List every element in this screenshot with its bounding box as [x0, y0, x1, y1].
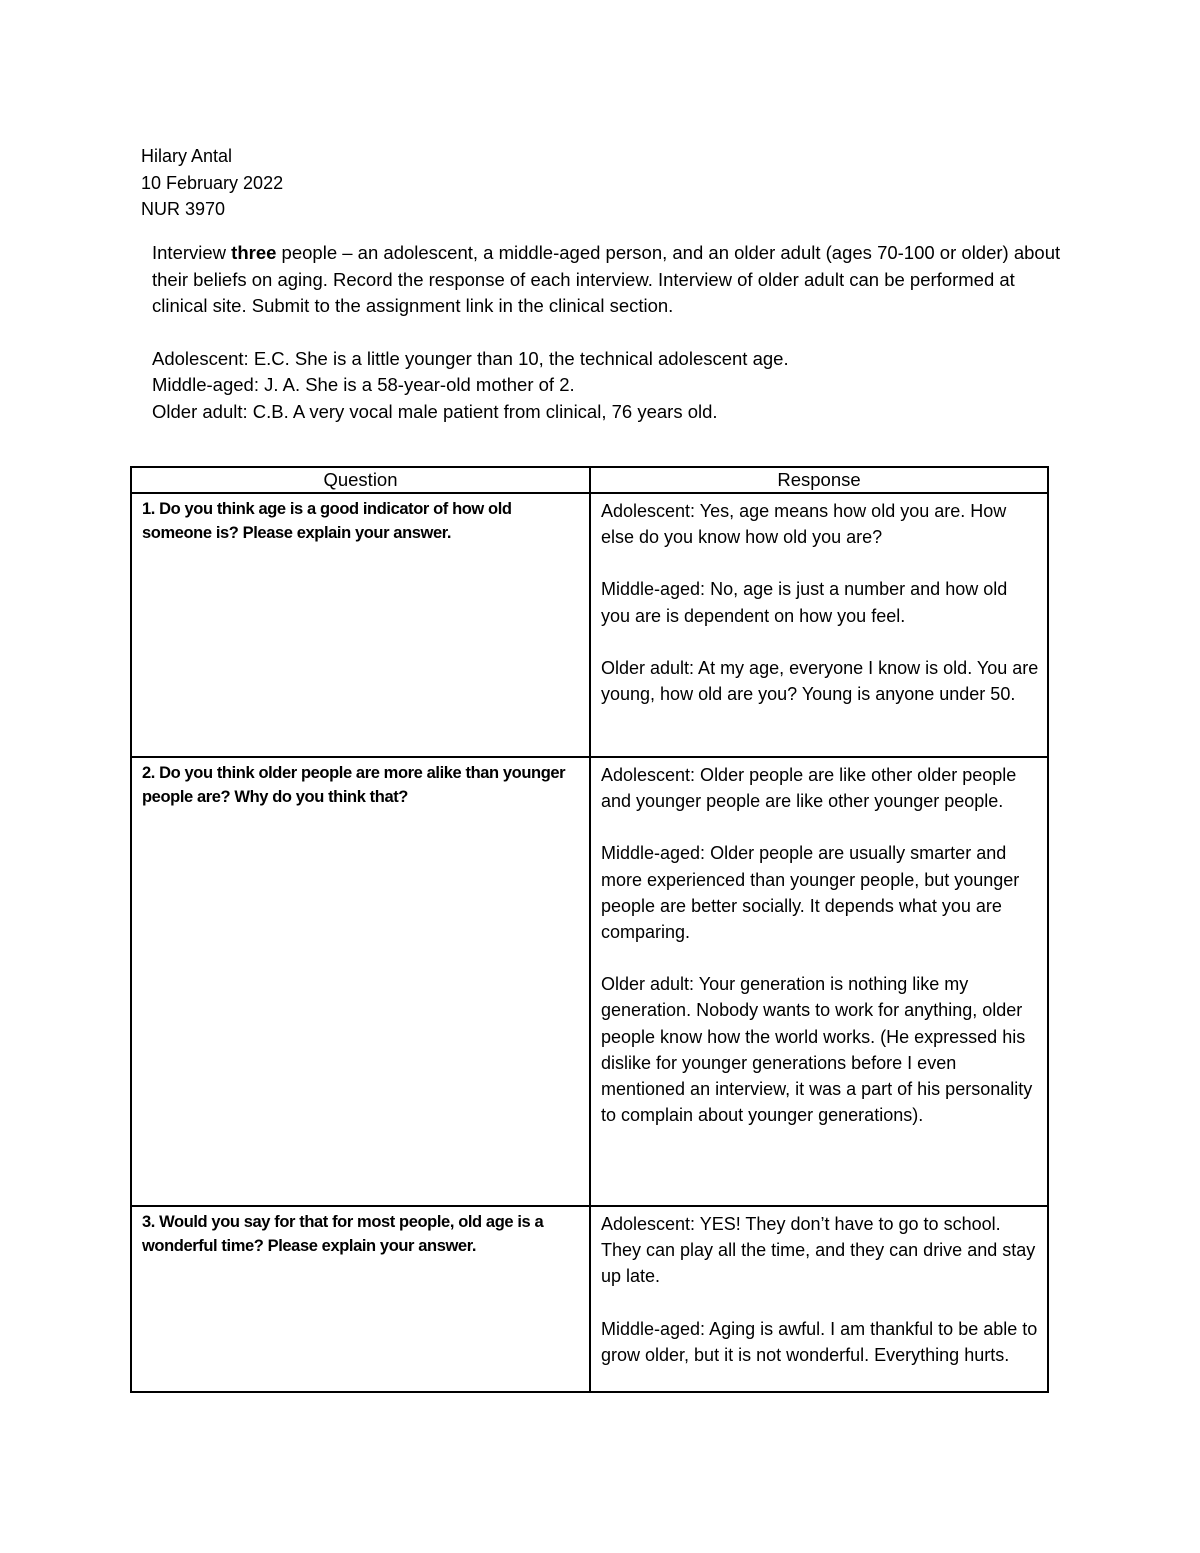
interview-table	[130, 466, 1049, 1393]
response-middle-aged: Middle-aged: Aging is awful. I am thankful to be able to grow older, but it is not wonderful. Everything hurts.	[601, 1318, 1038, 1365]
table-row	[131, 1206, 1048, 1392]
assignment-instructions	[152, 240, 1062, 425]
response-older-adult: Older adult: Your generation is nothing like my generation. Nobody wants to work for anything, older people know how the world works. (He expressed his dislike for younger generations before I even mentioned an interview, it was a part of his personality to complain about younger generations).	[601, 974, 1033, 1126]
subject-older-adult: Older adult: C.B. A very vocal male patient from clinical, 76 years old.	[152, 400, 718, 422]
paragraph-gap	[152, 320, 1062, 346]
table-row	[131, 757, 1048, 1206]
question-cell: 2. Do you think older people are more alike than younger people are? Why do you think that?	[131, 757, 590, 1206]
author-name: Hilary Antal	[141, 146, 233, 166]
response-middle-aged: Middle-aged: No, age is just a number and how old you are is dependent on how you feel.	[601, 579, 1008, 626]
response-cell	[590, 757, 1048, 1206]
response-cell	[590, 493, 1048, 757]
response-adolescent: Adolescent: Yes, age means how old you are. How else do you know how old you are?	[601, 501, 1007, 548]
question-cell: 3. Would you say for that for most people, old age is a wonderful time? Please explain your answer.	[131, 1206, 590, 1392]
instructions-text-start: Interview	[152, 242, 232, 263]
subject-middle-aged: Middle-aged: J. A. She is a 58-year-old mother of 2.	[152, 374, 575, 395]
column-header-question: Question	[131, 467, 590, 493]
table-row	[131, 493, 1048, 757]
column-header-response: Response	[590, 467, 1048, 493]
document-header	[141, 143, 283, 223]
table-header-row	[131, 467, 1048, 493]
question-cell: 1. Do you think age is a good indicator of how old someone is? Please explain your answer.	[131, 493, 590, 757]
course-code: NUR 3970	[141, 199, 226, 219]
instructions-text-end: people – an adolescent, a middle-aged person, and an older adult (ages 70-100 or older) about their beliefs on aging. Record the response of each interview. Interview of older adult can be performed at clinical site. Submit to the assignment link in the clinical section.	[152, 242, 1061, 316]
instructions-bold-word: three	[231, 242, 277, 263]
response-middle-aged: Middle-aged: Older people are usually smarter and more experienced than younger people, but younger people are better socially. It depends what you are comparing.	[601, 843, 1020, 943]
document-date: 10 February 2022	[141, 172, 284, 193]
instructions-paragraph	[152, 240, 1062, 320]
response-adolescent: Adolescent: YES! They don’t have to go to school. They can play all the time, and they can drive and stay up late.	[601, 1214, 1036, 1287]
response-older-adult: Older adult: At my age, everyone I know is old. You are young, how old are you? Young is anyone under 50.	[601, 657, 1039, 705]
subject-adolescent: Adolescent: E.C. She is a little younger than 10, the technical adolescent age.	[152, 347, 789, 369]
response-cell	[590, 1206, 1048, 1392]
response-adolescent: Adolescent: Older people are like other older people and younger people are like other younger people.	[601, 765, 1017, 812]
